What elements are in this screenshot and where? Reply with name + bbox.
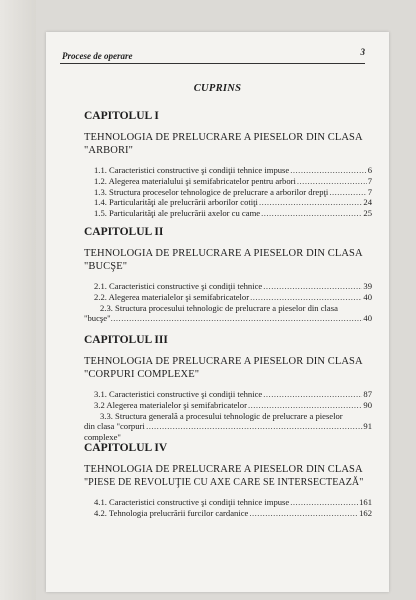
chapter-title [84,355,372,381]
leader-dots [263,389,362,400]
chapter-label: CAPITOLUL IV [84,442,168,454]
toc-entry[interactable] [84,410,372,443]
entry-page: 7 [367,186,372,197]
toc-entry[interactable] [94,389,372,400]
page-number: 3 [360,47,365,57]
leader-dots [290,497,358,508]
book-page [46,32,389,592]
chapter-label: CAPITOLUL I [84,110,159,122]
adjacent-page-edge [0,0,36,600]
toc-entry[interactable] [94,197,372,208]
leader-dots [329,187,366,198]
chapter-label: CAPITOLUL II [84,226,164,238]
leader-dots [259,197,362,208]
entry-page: 162 [359,507,372,518]
chapter-title [84,463,372,489]
entry-page: 91 [363,421,372,432]
entry-text: 2.3. Structura procesului tehnologic de prelucrare a pieselor din clasa [100,302,338,313]
chapter-title-line: "BUCŞE" [84,261,128,272]
chapter-title-line: "ARBORI" [84,145,134,156]
entry-page: 87 [363,389,372,399]
chapter-title-line: "PIESE DE REVOLUŢIE CU AXE CARE SE INTERSECTEAZĂ" [84,477,364,488]
leader-dots [250,292,362,303]
leader-dots [290,165,366,176]
toc-entries [94,165,372,219]
toc-entry[interactable] [84,302,372,325]
leader-dots [146,421,363,432]
running-head [60,49,365,64]
toc-entry[interactable] [94,281,372,292]
entry-page: 161 [359,497,372,507]
entry-text: 2.1. Caracteristici constructive şi condiţii tehnice [94,281,263,291]
entry-page: 6 [367,165,372,175]
entry-text: 1.4. Particularităţi ale prelucrării arborilor cotiţi [94,197,258,208]
chapter-title-line: "CORPURI COMPLEXE" [84,369,200,380]
chapter-title-line: TEHNOLOGIA DE PRELUCRARE A PIESELOR DIN CLASA [84,248,363,259]
chapter-title-line: TEHNOLOGIA DE PRELUCRARE A PIESELOR DIN CLASA [84,132,363,143]
entry-text: 1.5. Particularităţi ale prelucrării axelor cu came [94,208,261,219]
toc-entries [94,497,372,519]
chapter-label: CAPITOLUL III [84,334,168,346]
leader-dots [263,281,362,292]
chapter-4 [84,442,372,519]
entry-page: 24 [363,197,372,208]
chapter-title [84,247,372,273]
leader-dots [248,400,362,411]
entry-text: 4.1. Caracteristici constructive şi condiţii tehnice impuse [94,497,290,507]
entry-page: 40 [363,291,372,302]
leader-dots [297,176,367,187]
toc-entries [84,281,372,324]
toc-entry[interactable] [94,292,372,303]
entry-text: 4.2. Tehnologia prelucrării furcilor cardanice [94,507,249,518]
chapter-title-line: TEHNOLOGIA DE PRELUCRARE A PIESELOR DIN CLASA [84,464,363,475]
running-title: Procese de operare [62,51,133,61]
entry-text-cont: din clasa "corpuri complexe" [84,421,145,443]
toc-entry[interactable] [94,187,372,198]
toc-title: CUPRINS [193,83,242,94]
chapter-3 [84,334,372,443]
leader-dots [111,313,364,324]
entry-text: 1.1. Caracteristici constructive şi condiţii tehnice impuse [94,165,290,175]
leader-dots [249,508,358,519]
chapter-title [84,131,372,157]
entry-text: 1.3. Structura proceselor tehnologice de prelucrare a arborilor drepţi [94,186,329,197]
toc-entry[interactable] [94,176,372,187]
entry-text: 3.2 Alegerea materialelor şi semifabricatelor [94,399,247,410]
entry-page: 39 [363,281,372,291]
entry-page: 40 [363,313,372,324]
leader-dots [261,208,362,219]
entry-text: 2.2. Alegerea materialelor şi semifabricatelor [94,291,250,302]
toc-entry[interactable] [94,208,372,219]
entry-text: 3.3. Structura generală a procesului tehnologic de prelucrare a pieselor [100,410,343,421]
entry-page: 25 [363,208,372,219]
chapter-1 [84,110,372,219]
entry-page: 7 [367,175,372,186]
toc-entry[interactable] [94,497,372,508]
entry-text-cont: "bucşe" [84,313,111,324]
toc-entry[interactable] [94,165,372,176]
toc-entry[interactable] [94,400,372,411]
chapter-2 [84,226,372,324]
entry-page: 90 [363,399,372,410]
toc-entries [84,389,372,443]
toc-entry[interactable] [94,508,372,519]
chapter-title-line: TEHNOLOGIA DE PRELUCRARE A PIESELOR DIN CLASA [84,356,363,367]
entry-text: 1.2. Alegerea materialului şi semifabricatelor pentru arbori [94,175,296,186]
entry-text: 3.1. Caracteristici constructive şi condiţii tehnice [94,389,263,399]
